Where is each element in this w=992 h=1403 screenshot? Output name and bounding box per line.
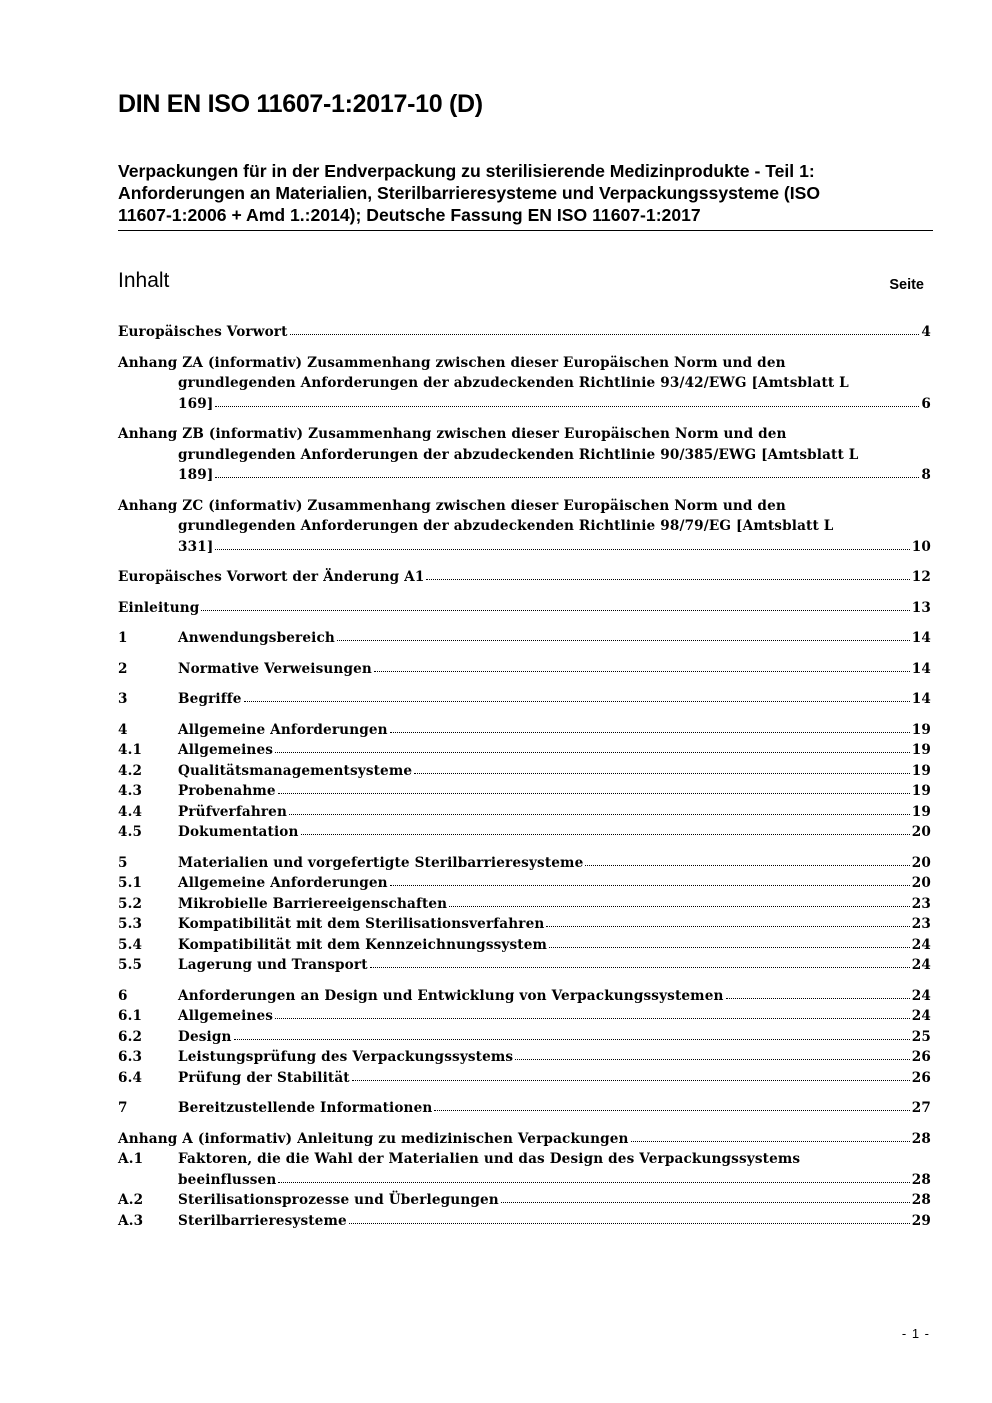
toc-entry-page: 25: [911, 1028, 931, 1045]
document-title: DIN EN ISO 11607-1:2017-10 (D): [118, 90, 483, 118]
toc-entry-line: [118, 424, 931, 445]
toc-entry-number: 5.1: [118, 875, 143, 891]
toc-entry-line: [118, 720, 931, 741]
toc-entry-title: Sterilbarrieresysteme: [178, 1212, 347, 1229]
toc-entry-title: Bereitzustellende Informationen: [178, 1100, 433, 1116]
toc-entry[interactable]: [118, 689, 931, 710]
toc-group: [118, 353, 931, 415]
toc-entry-line: [118, 986, 931, 1007]
toc-entry[interactable]: [118, 1006, 931, 1027]
toc-entry-number: 3: [118, 691, 128, 707]
toc-group: [118, 853, 931, 976]
toc-dot-leader: [449, 906, 910, 907]
toc-entry-number: 6.3: [118, 1049, 143, 1065]
toc-entry-title: Allgemeine Anforderungen: [178, 875, 388, 891]
toc-entry-title: Mikrobielle Barriereeigenschaften: [178, 895, 448, 912]
toc-group: [118, 322, 931, 343]
toc-entry-number: 4.1: [118, 742, 143, 758]
toc-entry-number: 6: [118, 987, 128, 1004]
toc-dot-leader: [585, 865, 909, 866]
toc-entry-page: 26: [911, 1069, 931, 1086]
toc-entry-title: Dokumentation: [178, 824, 299, 840]
toc-entry-title: Qualitätsmanagementsysteme: [178, 762, 413, 779]
toc-entry-page: 24: [911, 1008, 931, 1024]
toc-entry-number: 4.3: [118, 783, 143, 799]
toc-entry-line: [118, 1149, 931, 1170]
toc-group: [118, 628, 931, 649]
toc-entry[interactable]: [118, 720, 931, 741]
toc-entry-title-continuation: 331]: [178, 538, 214, 555]
toc-entry-number: 6.2: [118, 1028, 143, 1045]
toc-dot-leader: [278, 793, 910, 794]
toc-entry-number: 4.4: [118, 803, 143, 820]
toc-entry-line: [118, 1170, 931, 1191]
toc-group: [118, 659, 931, 680]
toc-group: [118, 598, 931, 619]
toc-entry-title-continuation: grundlegenden Anforderungen der abzudeckenden Richtlinie 98/79/EG [Amtsblatt L: [178, 518, 834, 534]
toc-entry-number: 2: [118, 660, 128, 677]
toc-entry[interactable]: [118, 628, 931, 649]
toc-entry-title: Einleitung: [118, 599, 200, 616]
toc-entry-page: 23: [911, 916, 931, 932]
toc-entry[interactable]: [118, 822, 931, 843]
toc-dot-leader: [631, 1141, 910, 1142]
toc-entry[interactable]: [118, 598, 931, 619]
subtitle-line: Verpackungen für in der Endverpackung zu sterilisierende Medizinprodukte - Teil 1:: [118, 161, 815, 181]
toc-entry-title: Sterilisationsprozesse und Überlegungen: [178, 1192, 499, 1208]
toc-entry-title: Allgemeine Anforderungen: [178, 721, 388, 738]
toc-entry[interactable]: [118, 1027, 931, 1048]
toc-entry-title: Europäisches Vorwort der Änderung A1: [118, 569, 425, 585]
toc-entry-page: 27: [911, 1100, 931, 1116]
toc-entry-line: [118, 465, 931, 486]
toc-dot-leader: [275, 1018, 910, 1019]
toc-entry-number: 5.3: [118, 916, 143, 932]
toc-entry-page: 20: [911, 854, 931, 871]
toc-entry-line: [118, 1006, 931, 1027]
toc-entry-title: Kompatibilität mit dem Sterilisationsverfahren: [178, 916, 545, 932]
toc-entry-line: [118, 781, 931, 802]
document-subtitle: [118, 160, 933, 226]
toc-entry-page: 19: [911, 762, 931, 779]
toc-entry-number: 5.5: [118, 957, 143, 973]
toc-entry[interactable]: [118, 935, 931, 956]
toc-dot-leader: [234, 1039, 910, 1040]
subtitle-line: Anforderungen an Materialien, Sterilbarrieresysteme und Verpackungssysteme (ISO: [118, 183, 821, 203]
page-number: - 1 -: [901, 1326, 930, 1341]
toc-group: [118, 986, 931, 1089]
toc-entry-line: [118, 1098, 931, 1119]
title-divider: [118, 230, 933, 231]
toc-entry-line: [118, 873, 931, 894]
toc-entry-line: [118, 955, 931, 976]
toc-entry-line: [118, 1027, 931, 1048]
toc-entry-page: 10: [911, 538, 931, 555]
toc-entry[interactable]: [118, 873, 931, 894]
toc-entry-line: [118, 935, 931, 956]
toc-dot-leader: [426, 579, 909, 580]
toc-entry-line: [118, 1047, 931, 1068]
toc-entry-line: [118, 1068, 931, 1089]
toc-entry-title-continuation: grundlegenden Anforderungen der abzudeckenden Richtlinie 90/385/EWG [Amtsblatt L: [178, 446, 859, 463]
toc-entry-page: 20: [911, 824, 931, 840]
toc-entry-page: 19: [911, 783, 931, 799]
toc-entry-page: 28: [911, 1192, 931, 1208]
toc-entry-title: Anhang ZC (informativ) Zusammenhang zwischen dieser Europäischen Norm und den: [118, 497, 786, 514]
toc-entry-title: Begriffe: [178, 691, 242, 707]
toc-entry-title: Faktoren, die die Wahl der Materialien und das Design des Verpackungssystems: [178, 1151, 801, 1167]
toc-dot-leader: [201, 610, 909, 611]
toc-dot-leader: [390, 885, 910, 886]
toc-entry-line: [118, 628, 931, 649]
toc-dot-leader: [374, 671, 910, 672]
toc-dot-leader: [289, 814, 910, 815]
toc-entry-line: [118, 1190, 931, 1211]
toc-entry-line: [118, 894, 931, 915]
toc-entry-page: 19: [911, 721, 931, 738]
toc-entry[interactable]: [118, 496, 931, 558]
toc-dot-leader: [501, 1202, 910, 1203]
toc-dot-leader: [549, 947, 910, 948]
toc-entry-line: [118, 322, 931, 343]
toc-entry-title: Lagerung und Transport: [178, 957, 368, 973]
toc-entry-number: 7: [118, 1100, 128, 1116]
toc-entry-line: [118, 537, 931, 558]
toc-entry-line: [118, 689, 931, 710]
toc-entry-line: [118, 394, 931, 415]
subtitle-line: 11607-1:2006 + Amd 1.:2014); Deutsche Fassung EN ISO 11607-1:2017: [118, 205, 701, 225]
toc-entry-title: Normative Verweisungen: [178, 660, 372, 677]
toc-entry-page: 29: [911, 1212, 931, 1229]
toc-entry[interactable]: [118, 353, 931, 415]
toc-entry-page: 28: [911, 1130, 931, 1147]
toc-dot-leader: [370, 967, 910, 968]
toc-entry-page: 26: [911, 1049, 931, 1065]
toc-dot-leader: [352, 1080, 910, 1081]
toc-dot-leader: [434, 1110, 909, 1111]
toc-entry[interactable]: [118, 894, 931, 915]
toc-entry[interactable]: [118, 781, 931, 802]
toc-dot-leader: [278, 1182, 909, 1183]
toc-entry[interactable]: [118, 740, 931, 761]
toc-group: [118, 567, 931, 588]
toc-entry-number: 5.4: [118, 936, 143, 953]
toc-entry-title-continuation: 169]: [178, 395, 214, 412]
toc-entry-line: [118, 822, 931, 843]
toc-entry-line: [118, 1129, 931, 1150]
toc-entry-number: A.2: [118, 1192, 144, 1208]
toc-entry-page: 8: [921, 467, 931, 483]
toc-dot-leader: [390, 732, 910, 733]
toc-entry[interactable]: [118, 761, 931, 782]
toc-dot-leader: [546, 926, 909, 927]
toc-entry-page: 14: [911, 630, 931, 646]
toc-entry-title: Probenahme: [178, 783, 276, 799]
toc-heading: Inhalt: [118, 269, 170, 292]
toc-entry[interactable]: [118, 424, 931, 486]
toc-dot-leader: [337, 640, 910, 641]
toc-entry-line: [118, 445, 931, 466]
toc-entry[interactable]: [118, 853, 931, 874]
toc-group: [118, 720, 931, 843]
toc-group: [118, 424, 931, 486]
toc-dot-leader: [244, 701, 910, 702]
toc-entry-line: [118, 1211, 931, 1232]
toc-entry-page: 28: [911, 1171, 931, 1188]
toc-entry-number: 6.1: [118, 1008, 143, 1024]
toc-group: [118, 1129, 931, 1232]
toc-entry[interactable]: [118, 322, 931, 343]
toc-entry-title: Kompatibilität mit dem Kennzeichnungssystem: [178, 936, 548, 953]
toc-entry-line: [118, 740, 931, 761]
toc-entry-title: Anhang ZA (informativ) Zusammenhang zwischen dieser Europäischen Norm und den: [118, 354, 786, 371]
toc-entry-line: [118, 853, 931, 874]
toc-entry-title: Anhang ZB (informativ) Zusammenhang zwischen dieser Europäischen Norm und den: [118, 426, 787, 442]
toc-entry-page: 4: [921, 324, 931, 340]
toc-dot-leader: [275, 752, 910, 753]
toc-dot-leader: [414, 773, 910, 774]
toc-entry[interactable]: [118, 1149, 931, 1190]
toc-entry-page: 13: [911, 599, 931, 616]
toc-entry-title-continuation: grundlegenden Anforderungen der abzudeckenden Richtlinie 93/42/EWG [Amtsblatt L: [178, 375, 849, 391]
toc-entry-title-continuation: 189]: [178, 467, 214, 483]
toc-entry-title-continuation: beeinflussen: [178, 1171, 277, 1188]
toc-entry-page: 19: [911, 803, 931, 820]
toc-entry-number: 5: [118, 854, 128, 871]
toc-dot-leader: [215, 549, 909, 550]
toc-entry-line: [118, 567, 931, 588]
toc-entry-number: 4: [118, 721, 128, 738]
toc-group: [118, 689, 931, 710]
toc-entry-title: Prüfung der Stabilität: [178, 1069, 350, 1086]
toc-dot-leader: [349, 1223, 910, 1224]
toc-entry-title: Allgemeines: [178, 742, 274, 758]
toc-entry-number: 6.4: [118, 1069, 143, 1086]
toc-entry-line: [118, 373, 931, 394]
toc-entry[interactable]: [118, 955, 931, 976]
toc-entry-number: 4.2: [118, 762, 143, 779]
toc-entry-title: Anwendungsbereich: [178, 630, 335, 646]
toc-entry-line: [118, 802, 931, 823]
toc-entry[interactable]: [118, 1068, 931, 1089]
toc-entry-number: 1: [118, 630, 128, 646]
toc-entry[interactable]: [118, 914, 931, 935]
toc-entry-page: 12: [911, 569, 931, 585]
toc-entry-page: 24: [911, 987, 931, 1004]
toc-entry[interactable]: [118, 986, 931, 1007]
toc-entry-title: Anhang A (informativ) Anleitung zu medizinischen Verpackungen: [118, 1130, 629, 1147]
toc-dot-leader: [215, 477, 919, 478]
toc-entry-title: Anforderungen an Design und Entwicklung von Verpackungssystemen: [178, 987, 724, 1004]
toc-entry-page: 14: [911, 691, 931, 707]
toc-entry[interactable]: [118, 1047, 931, 1068]
toc-entry-number: 5.2: [118, 895, 143, 912]
toc-entry-line: [118, 516, 931, 537]
toc-entry-line: [118, 659, 931, 680]
toc-group: [118, 1098, 931, 1119]
toc-entry-line: [118, 598, 931, 619]
toc-dot-leader: [301, 834, 910, 835]
toc-entry-page: 19: [911, 742, 931, 758]
toc-dot-leader: [515, 1059, 910, 1060]
toc-entry[interactable]: [118, 1129, 931, 1150]
toc-entry-page: 24: [911, 936, 931, 953]
toc-entry-line: [118, 914, 931, 935]
toc-entry-page: 24: [911, 957, 931, 973]
toc-entry-page: 6: [921, 395, 931, 412]
toc-dot-leader: [726, 998, 910, 999]
toc-page-column-label: Seite: [889, 277, 924, 293]
toc-dot-leader: [290, 334, 920, 335]
toc-group: [118, 496, 931, 558]
toc-entry-title: Prüfverfahren: [178, 803, 288, 820]
toc-entry-page: 14: [911, 660, 931, 677]
toc-entry-number: A.3: [118, 1212, 144, 1229]
toc-entry-line: [118, 496, 931, 517]
toc-entry-line: [118, 353, 931, 374]
toc-entry-title: Europäisches Vorwort: [118, 324, 288, 340]
toc-entry[interactable]: [118, 802, 931, 823]
toc-entry-title: Leistungsprüfung des Verpackungssystems: [178, 1049, 514, 1065]
toc-entry-title: Allgemeines: [178, 1008, 274, 1024]
toc-entry-number: 4.5: [118, 824, 143, 840]
toc-entry-page: 20: [911, 875, 931, 891]
toc-entry[interactable]: [118, 1098, 931, 1119]
toc-entry[interactable]: [118, 567, 931, 588]
toc-entry[interactable]: [118, 1211, 931, 1232]
toc-entry[interactable]: [118, 1190, 931, 1211]
toc-entry-title: Materialien und vorgefertigte Sterilbarrieresysteme: [178, 854, 584, 871]
toc-entry-page: 23: [911, 895, 931, 912]
toc-dot-leader: [215, 406, 919, 407]
table-of-contents: [118, 322, 931, 1241]
toc-entry-number: A.1: [118, 1151, 144, 1167]
toc-entry-line: [118, 761, 931, 782]
toc-entry-title: Design: [178, 1028, 232, 1045]
toc-entry[interactable]: [118, 659, 931, 680]
